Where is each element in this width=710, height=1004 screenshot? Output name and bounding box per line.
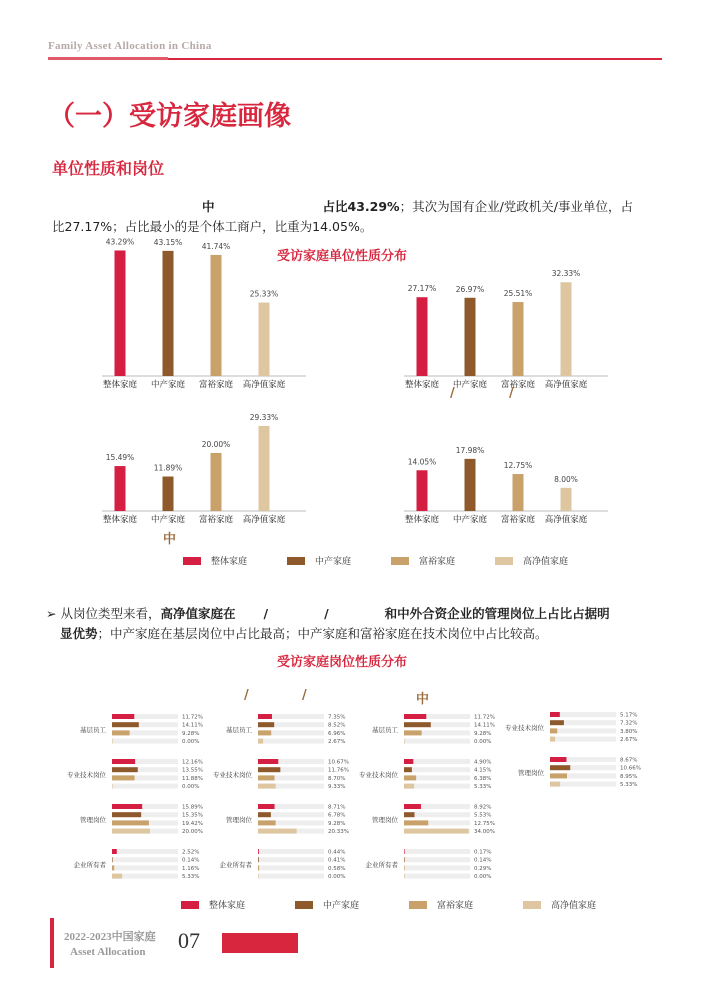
section-title: （一）受访家庭画像 xyxy=(48,101,291,132)
legend-item xyxy=(523,898,596,911)
legend-label: 高净值家庭 xyxy=(523,557,569,567)
bar-track xyxy=(112,784,178,789)
data-label: 2.67% xyxy=(328,739,346,746)
bar xyxy=(550,757,566,762)
footer-line-2: Asset Allocation xyxy=(70,946,146,958)
tick-label: 富裕家庭 xyxy=(198,380,234,390)
bar xyxy=(404,874,405,879)
bar xyxy=(550,765,570,770)
category-label: 管理岗位 xyxy=(226,816,252,824)
bar xyxy=(513,474,524,511)
data-label: 0.14% xyxy=(182,857,200,864)
bar xyxy=(258,829,297,834)
bar-track xyxy=(404,857,470,862)
footer-brand xyxy=(64,930,156,960)
bar xyxy=(211,453,222,511)
data-label: 20.00% xyxy=(201,440,231,449)
category-label: 基层员工 xyxy=(226,726,252,734)
bar xyxy=(112,759,135,764)
data-label: 8.70% xyxy=(328,775,346,782)
tick-label: 整体家庭 xyxy=(404,515,440,525)
legend-item xyxy=(495,554,568,567)
bar xyxy=(513,302,524,376)
bar xyxy=(258,739,263,744)
tick-label: 整体家庭 xyxy=(404,380,440,390)
bar xyxy=(258,874,259,879)
data-label: 0.29% xyxy=(474,865,492,872)
data-label: 17.98% xyxy=(455,445,485,455)
data-label: 41.74% xyxy=(201,241,231,251)
category-label: 基层员工 xyxy=(80,726,106,734)
intro-paragraph xyxy=(52,197,662,237)
chart-unit-2 xyxy=(402,262,612,390)
data-label: 11.72% xyxy=(474,714,495,721)
bar xyxy=(404,767,412,772)
category-label: 企业所有者 xyxy=(219,861,252,869)
bar xyxy=(550,712,560,717)
data-label: 8.92% xyxy=(474,804,492,811)
data-label: 12.16% xyxy=(182,759,203,766)
bullet-frag-6: 显优势 xyxy=(60,626,98,641)
bar xyxy=(550,773,567,778)
bar-track xyxy=(404,739,470,744)
data-label: 32.33% xyxy=(551,269,581,279)
data-label: 10.67% xyxy=(328,759,349,766)
bar xyxy=(258,865,259,870)
data-label: 15.49% xyxy=(105,453,135,463)
data-label: 8.67% xyxy=(620,757,638,764)
header-title: Family Asset Allocation in China xyxy=(48,40,212,52)
data-label: 0.44% xyxy=(328,849,346,856)
tick-label: 高净值家庭 xyxy=(544,515,588,525)
data-label: 34.00% xyxy=(474,829,495,836)
chart2-note: 中 xyxy=(416,692,430,707)
bar xyxy=(112,714,134,719)
bullet-paragraph xyxy=(46,604,666,644)
data-label: 11.89% xyxy=(153,463,183,473)
bar xyxy=(550,737,555,742)
bar xyxy=(404,812,415,817)
bullet-frag-5: 和中外合资企业的管理岗位上占比占据明 xyxy=(384,606,610,621)
category-label: 管理岗位 xyxy=(80,816,106,824)
data-label: 0.00% xyxy=(474,739,492,746)
legend-2 xyxy=(181,898,636,911)
data-label: 0.58% xyxy=(328,865,346,872)
data-label: 11.76% xyxy=(328,767,349,774)
data-label: 2.52% xyxy=(182,849,200,856)
tick-label: 中产家庭 xyxy=(452,380,488,390)
tick-label: 整体家庭 xyxy=(102,380,138,390)
data-label: 4.90% xyxy=(474,759,492,766)
bar xyxy=(417,470,428,511)
para-frag-4: 比27.17%；占比最小的是个体工商户，比重为14.05%。 xyxy=(52,219,373,234)
bar xyxy=(404,730,422,735)
bar xyxy=(404,775,416,780)
para-frag-1: 中 xyxy=(202,199,215,214)
bar-track xyxy=(112,865,178,870)
data-label: 6.96% xyxy=(328,730,346,737)
bar xyxy=(561,282,572,376)
bar xyxy=(404,759,413,764)
chart-unit-4 xyxy=(402,436,612,525)
chart-position-4 xyxy=(500,708,646,798)
slash-mark-4: / xyxy=(302,688,307,703)
legend-swatch xyxy=(391,557,409,565)
bar xyxy=(417,297,428,376)
tick-label: 高净值家庭 xyxy=(242,515,286,525)
bar xyxy=(258,849,259,854)
data-label: 14.05% xyxy=(407,457,437,467)
bar xyxy=(259,426,270,511)
bar-track xyxy=(404,865,470,870)
data-label: 10.66% xyxy=(620,765,641,772)
legend-item xyxy=(409,898,473,911)
bar xyxy=(112,784,113,789)
bar xyxy=(112,739,113,744)
category-label: 专业技术岗位 xyxy=(505,724,544,732)
bar xyxy=(258,730,271,735)
data-label: 26.97% xyxy=(455,284,485,294)
bar xyxy=(112,874,122,879)
bar-track xyxy=(550,737,616,742)
bar xyxy=(404,784,414,789)
data-label: 5.33% xyxy=(182,874,200,881)
bar-track xyxy=(550,712,616,717)
category-label: 管理岗位 xyxy=(518,769,544,777)
bar-track xyxy=(404,849,470,854)
bar xyxy=(404,714,426,719)
data-label: 6.78% xyxy=(328,812,346,819)
category-label: 专业技术岗位 xyxy=(213,771,252,779)
para-frag-3: ；其次为国有企业/党政机关/事业单位，占 xyxy=(399,199,634,214)
bar xyxy=(550,720,564,725)
tick-label: 高净值家庭 xyxy=(242,380,286,390)
footer-accent-bar xyxy=(50,918,54,968)
bullet-frag-1: 从岗位类型来看， xyxy=(60,606,161,621)
bar-track xyxy=(258,849,324,854)
legend-label: 整体家庭 xyxy=(209,901,246,911)
data-label: 6.38% xyxy=(474,775,492,782)
data-label: 43.15% xyxy=(153,237,183,247)
bar xyxy=(404,865,405,870)
bar xyxy=(112,722,139,727)
bar xyxy=(211,255,222,376)
bullet-frag-2: 高净值家庭在 xyxy=(160,606,236,621)
legend-item xyxy=(287,554,351,567)
bar xyxy=(258,820,276,825)
data-label: 25.33% xyxy=(249,289,279,299)
data-label: 0.00% xyxy=(328,874,346,881)
slash-mark-3: / xyxy=(244,688,249,703)
bar xyxy=(112,775,135,780)
bar-track xyxy=(404,759,470,764)
legend-label: 富裕家庭 xyxy=(419,557,456,567)
legend-item xyxy=(183,554,247,567)
data-label: 0.00% xyxy=(182,784,200,791)
legend-label: 中产家庭 xyxy=(323,901,360,911)
bar xyxy=(258,784,276,789)
para-frag-2: 占比43.29% xyxy=(322,199,400,214)
data-label: 20.33% xyxy=(328,829,349,836)
data-label: 14.11% xyxy=(182,722,203,729)
data-label: 9.28% xyxy=(474,730,492,737)
tick-label: 富裕家庭 xyxy=(198,515,234,525)
bar xyxy=(259,303,270,376)
bar-track xyxy=(258,874,324,879)
tick-label: 中产家庭 xyxy=(452,515,488,525)
chart-position-2 xyxy=(208,710,354,896)
data-label: 8.52% xyxy=(328,722,346,729)
bar xyxy=(561,488,572,511)
data-label: 27.17% xyxy=(407,284,437,294)
data-label: 25.51% xyxy=(503,289,533,299)
bar xyxy=(112,849,117,854)
bar xyxy=(115,466,126,511)
bar xyxy=(258,767,280,772)
data-label: 15.89% xyxy=(182,804,203,811)
data-label: 19.42% xyxy=(182,820,203,827)
bullet-frag-3: / xyxy=(263,606,269,621)
legend-1 xyxy=(183,554,608,567)
data-label: 7.35% xyxy=(328,714,346,721)
chart-position-1 xyxy=(62,710,208,896)
data-label: 11.72% xyxy=(182,714,203,721)
footer-line-1: 2022-2023中国家庭 xyxy=(64,931,156,943)
category-label: 企业所有者 xyxy=(365,861,398,869)
bar xyxy=(258,812,271,817)
data-label: 8.71% xyxy=(328,804,346,811)
bar xyxy=(404,857,405,862)
category-label: 专业技术岗位 xyxy=(67,771,106,779)
legend-label: 富裕家庭 xyxy=(437,901,474,911)
category-label: 管理岗位 xyxy=(372,816,398,824)
data-label: 0.00% xyxy=(182,739,200,746)
data-label: 8.95% xyxy=(620,773,638,780)
data-label: 5.33% xyxy=(474,784,492,791)
data-label: 0.14% xyxy=(474,857,492,864)
bar xyxy=(258,759,278,764)
bar xyxy=(465,298,476,376)
data-label: 0.17% xyxy=(474,849,492,856)
bar xyxy=(163,251,174,376)
bar xyxy=(258,722,274,727)
bullet-frag-7: ；中产家庭在基层岗位中占比最高；中产家庭和富裕家庭在技术岗位中占比较高。 xyxy=(97,626,548,641)
data-label: 12.75% xyxy=(474,820,495,827)
bar-track xyxy=(112,739,178,744)
data-label: 4.15% xyxy=(474,767,492,774)
data-label: 11.88% xyxy=(182,775,203,782)
tick-label: 整体家庭 xyxy=(102,515,138,525)
data-label: 9.33% xyxy=(328,784,346,791)
data-label: 14.11% xyxy=(474,722,495,729)
bar-track xyxy=(112,849,178,854)
legend-label: 高净值家庭 xyxy=(551,901,597,911)
category-label: 基层员工 xyxy=(372,726,398,734)
bar-track xyxy=(112,857,178,862)
legend-swatch xyxy=(409,901,427,909)
tick-label: 中产家庭 xyxy=(150,515,186,525)
legend-swatch xyxy=(181,901,199,909)
footer-red-block xyxy=(222,933,298,953)
data-label: 1.16% xyxy=(182,865,200,872)
data-label: 43.29% xyxy=(105,237,135,247)
legend-item xyxy=(181,898,245,911)
header-rule xyxy=(48,58,662,60)
section-subtitle: 单位性质和岗位 xyxy=(52,159,165,178)
data-label: 5.17% xyxy=(620,712,638,719)
chart1-title: 受访家庭单位性质分布 xyxy=(277,249,408,264)
bar xyxy=(550,728,557,733)
legend-swatch xyxy=(295,901,313,909)
bar xyxy=(112,812,141,817)
legend-label: 整体家庭 xyxy=(211,557,248,567)
legend-swatch xyxy=(495,557,513,565)
legend-swatch xyxy=(523,901,541,909)
data-label: 7.32% xyxy=(620,720,638,727)
data-label: 29.33% xyxy=(249,412,279,422)
data-label: 0.41% xyxy=(328,857,346,864)
bar xyxy=(112,857,113,862)
chart-unit-3 xyxy=(100,400,310,525)
tick-label: 富裕家庭 xyxy=(500,380,536,390)
legend-swatch xyxy=(183,557,201,565)
data-label: 8.00% xyxy=(554,474,578,484)
data-label: 15.35% xyxy=(182,812,203,819)
bar xyxy=(404,820,428,825)
bar xyxy=(258,714,272,719)
bar xyxy=(258,775,275,780)
category-label: 企业所有者 xyxy=(73,861,106,869)
legend-item xyxy=(295,898,359,911)
bar-track xyxy=(258,865,324,870)
data-label: 9.28% xyxy=(182,730,200,737)
chart2-title: 受访家庭岗位性质分布 xyxy=(277,655,408,670)
data-label: 12.75% xyxy=(503,461,533,471)
tick-label: 高净值家庭 xyxy=(544,380,588,390)
data-label: 13.55% xyxy=(182,767,203,774)
chart1-note: 中 xyxy=(163,532,177,547)
bar xyxy=(112,865,114,870)
data-label: 0.00% xyxy=(474,874,492,881)
bar xyxy=(550,782,560,787)
bar-track xyxy=(258,739,324,744)
bar xyxy=(404,804,421,809)
bar-track xyxy=(404,874,470,879)
slash-mark-1: / xyxy=(450,386,455,401)
bar xyxy=(112,767,138,772)
bar xyxy=(404,722,431,727)
bullet-frag-4: / xyxy=(324,606,329,621)
legend-label: 中产家庭 xyxy=(315,557,352,567)
bar xyxy=(258,804,275,809)
bar xyxy=(404,739,405,744)
bar xyxy=(404,829,469,834)
bar-track xyxy=(550,728,616,733)
data-label: 5.53% xyxy=(474,812,492,819)
tick-label: 中产家庭 xyxy=(150,380,186,390)
bar xyxy=(112,730,130,735)
bar xyxy=(112,820,149,825)
bar-track xyxy=(258,857,324,862)
data-label: 5.33% xyxy=(620,782,638,789)
bar xyxy=(465,459,476,511)
chart-unit-1 xyxy=(100,237,310,390)
bar xyxy=(112,804,142,809)
legend-swatch xyxy=(287,557,305,565)
bar xyxy=(115,250,126,376)
page-number: 07 xyxy=(178,928,200,953)
tick-label: 富裕家庭 xyxy=(500,515,536,525)
legend-item xyxy=(391,554,455,567)
slash-mark-2: / xyxy=(509,386,514,401)
data-label: 3.80% xyxy=(620,728,638,735)
bar xyxy=(404,849,405,854)
bullet-arrow-icon: ➢ xyxy=(46,606,57,621)
chart-position-3 xyxy=(354,710,500,896)
data-label: 9.28% xyxy=(328,820,346,827)
category-label: 专业技术岗位 xyxy=(359,771,398,779)
bar xyxy=(163,477,174,511)
data-label: 2.67% xyxy=(620,737,638,744)
data-label: 20.00% xyxy=(182,829,203,836)
bar-track xyxy=(404,767,470,772)
bar xyxy=(112,829,150,834)
bar xyxy=(258,857,259,862)
